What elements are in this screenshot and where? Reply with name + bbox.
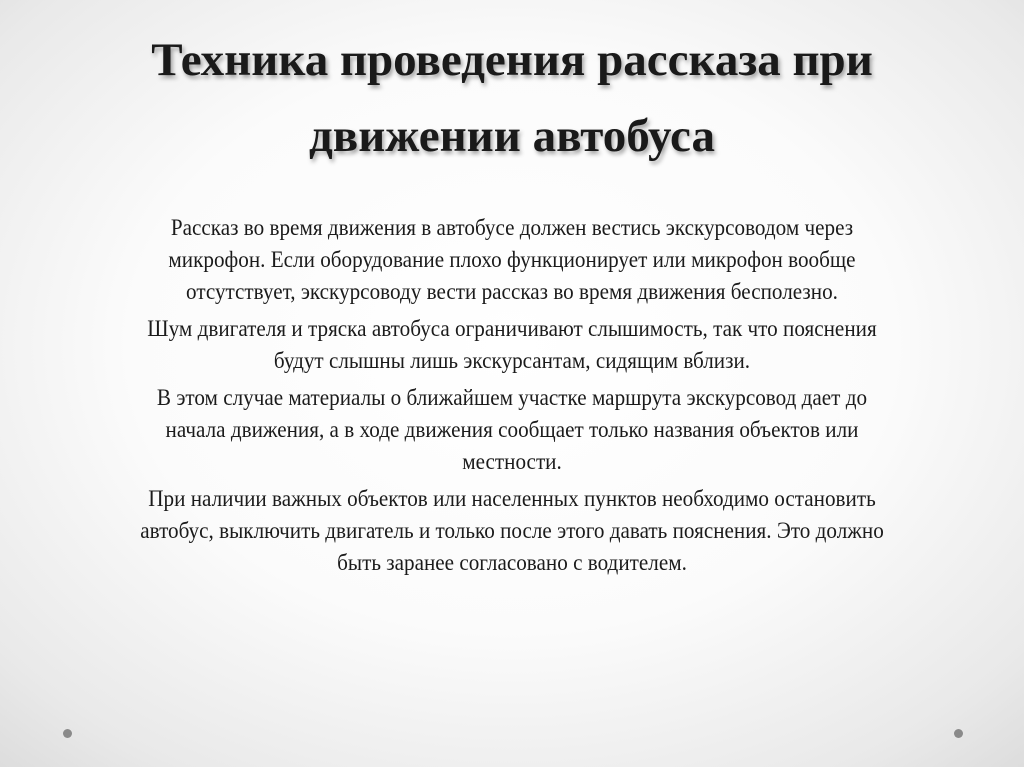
text-line: микрофон. Если оборудование плохо функционирует или микрофон вообще xyxy=(168,247,856,273)
text-line: начала движения, а в ходе движения сообщает только названия объектов или xyxy=(165,417,859,443)
paragraph xyxy=(0,212,1024,308)
paragraph xyxy=(0,483,1024,579)
text-line: Шум двигателя и тряска автобуса ограничивают слышимость, так что пояснения xyxy=(147,316,877,342)
text-line: автобус, выключить двигатель и только после этого давать пояснения. Это должно xyxy=(140,518,884,544)
text-line: В этом случае материалы о ближайшем участке маршрута экскурсовод дает до xyxy=(156,385,868,411)
text-line: Рассказ во время движения в автобусе должен вестись экскурсоводом через xyxy=(170,215,854,241)
slide-title xyxy=(0,22,1024,174)
text-line: будут слышны лишь экскурсантам, сидящим вблизи. xyxy=(273,348,751,374)
slide-title-line: Техника проведения рассказа при xyxy=(151,34,873,86)
slide-title-line: движении автобуса xyxy=(309,110,715,162)
paragraph xyxy=(0,382,1024,478)
text-line: отсутствует, экскурсоводу вести рассказ во время движения бесполезно. xyxy=(186,279,838,305)
text-line: быть заранее согласовано с водителем. xyxy=(337,550,687,576)
paragraph xyxy=(0,313,1024,377)
decorative-dot-icon xyxy=(954,729,963,738)
text-line: местности. xyxy=(462,449,562,475)
text-line: При наличии важных объектов или населенных пунктов необходимо остановить xyxy=(148,486,876,512)
decorative-dot-icon xyxy=(63,729,72,738)
slide-body xyxy=(0,212,1024,584)
